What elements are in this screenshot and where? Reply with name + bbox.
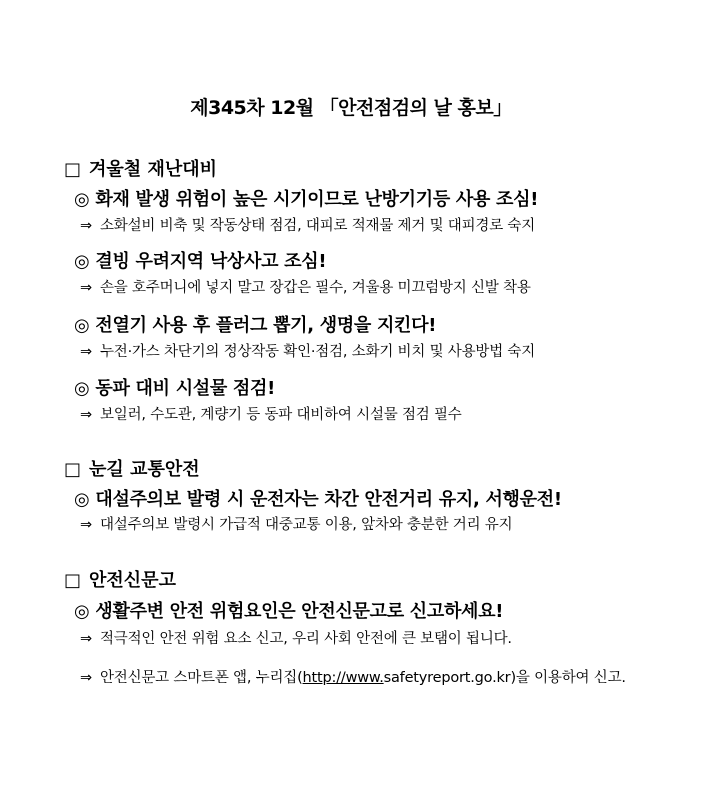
headline-text: 동파 대비 시설물 점검!	[95, 378, 276, 399]
headline-text: 생활주변 안전 위험요인은 안전신문고로 신고하세요!	[95, 601, 504, 622]
detail-text: 대설주의보 발령시 가급적 대중교통 이용, 앞차와 충분한 거리 유지	[99, 517, 513, 533]
right-double-arrow-icon: ⇒	[80, 631, 92, 647]
headline-fire-risk	[74, 185, 538, 211]
right-double-arrow-icon: ⇒	[80, 280, 92, 296]
detail-heater-plug	[80, 340, 535, 361]
headline-text: 화재 발생 위험이 높은 시기이므로 난방기기등 사용 조심!	[95, 189, 539, 210]
double-circle-icon: ◎	[74, 189, 90, 210]
double-circle-icon: ◎	[74, 489, 90, 510]
detail-fire-risk	[80, 214, 535, 235]
headline-text: 결빙 우려지역 낙상사고 조심!	[95, 251, 327, 272]
headline-freeze-check	[74, 374, 275, 400]
headline-text: 대설주의보 발령 시 운전자는 차간 안전거리 유지, 서행운전!	[95, 489, 562, 510]
right-double-arrow-icon: ⇒	[80, 517, 92, 533]
detail-text: 보일러, 수도관, 계량기 등 동파 대비하여 시설물 점검 필수	[99, 407, 462, 423]
document-title: 제345차 12월 「안전점검의 날 홍보」	[190, 97, 512, 119]
headline-text: 전열기 사용 후 플러그 뽑기, 생명을 지킨다!	[95, 315, 437, 336]
section-heading-snow-traffic	[64, 455, 200, 481]
detail-text: 적극적인 안전 위험 요소 신고, 우리 사회 안전에 큰 보탬이 됩니다.	[99, 631, 512, 647]
detail-safety-report-link	[80, 666, 626, 687]
headline-heater-plug	[74, 311, 436, 337]
right-double-arrow-icon: ⇒	[80, 218, 92, 234]
double-circle-icon: ◎	[74, 251, 90, 272]
detail-icy-fall	[80, 276, 531, 297]
safety-report-link[interactable]: http://www.	[302, 670, 384, 686]
double-circle-icon: ◎	[74, 601, 90, 622]
detail-freeze-check	[80, 403, 462, 424]
section-heading-text: 겨울철 재난대비	[89, 159, 217, 180]
detail-text: 소화설비 비축 및 작동상태 점검, 대피로 적재물 제거 및 대피경로 숙지	[99, 218, 536, 234]
right-double-arrow-icon: ⇒	[80, 344, 92, 360]
double-circle-icon: ◎	[74, 378, 90, 399]
detail-text: 손을 호주머니에 넣지 말고 장갑은 필수, 겨울용 미끄럼방지 신발 착용	[99, 280, 531, 296]
section-heading-text: 안전신문고	[89, 570, 176, 591]
section-heading-text: 눈길 교통안전	[89, 459, 200, 480]
double-circle-icon: ◎	[74, 315, 90, 336]
checkbox-square-icon: □	[64, 459, 82, 480]
section-heading-winter	[64, 155, 217, 181]
headline-icy-fall	[74, 247, 326, 273]
detail-text-suffix: )을 이용하여 신고.	[510, 670, 626, 686]
detail-text-prefix: 안전신문고 스마트폰 앱, 누리집(	[99, 670, 303, 686]
section-heading-safety-report	[64, 566, 176, 592]
safety-report-domain[interactable]: safetyreport.go.kr	[383, 670, 511, 686]
detail-text: 누전·가스 차단기의 정상작동 확인·점검, 소화기 비치 및 사용방법 숙지	[99, 344, 536, 360]
headline-heavy-snow	[74, 485, 562, 511]
checkbox-square-icon: □	[64, 159, 82, 180]
detail-safety-report	[80, 627, 512, 648]
detail-heavy-snow	[80, 513, 512, 534]
headline-safety-report	[74, 597, 503, 623]
right-double-arrow-icon: ⇒	[80, 407, 92, 423]
right-double-arrow-icon: ⇒	[80, 670, 92, 686]
checkbox-square-icon: □	[64, 570, 82, 591]
